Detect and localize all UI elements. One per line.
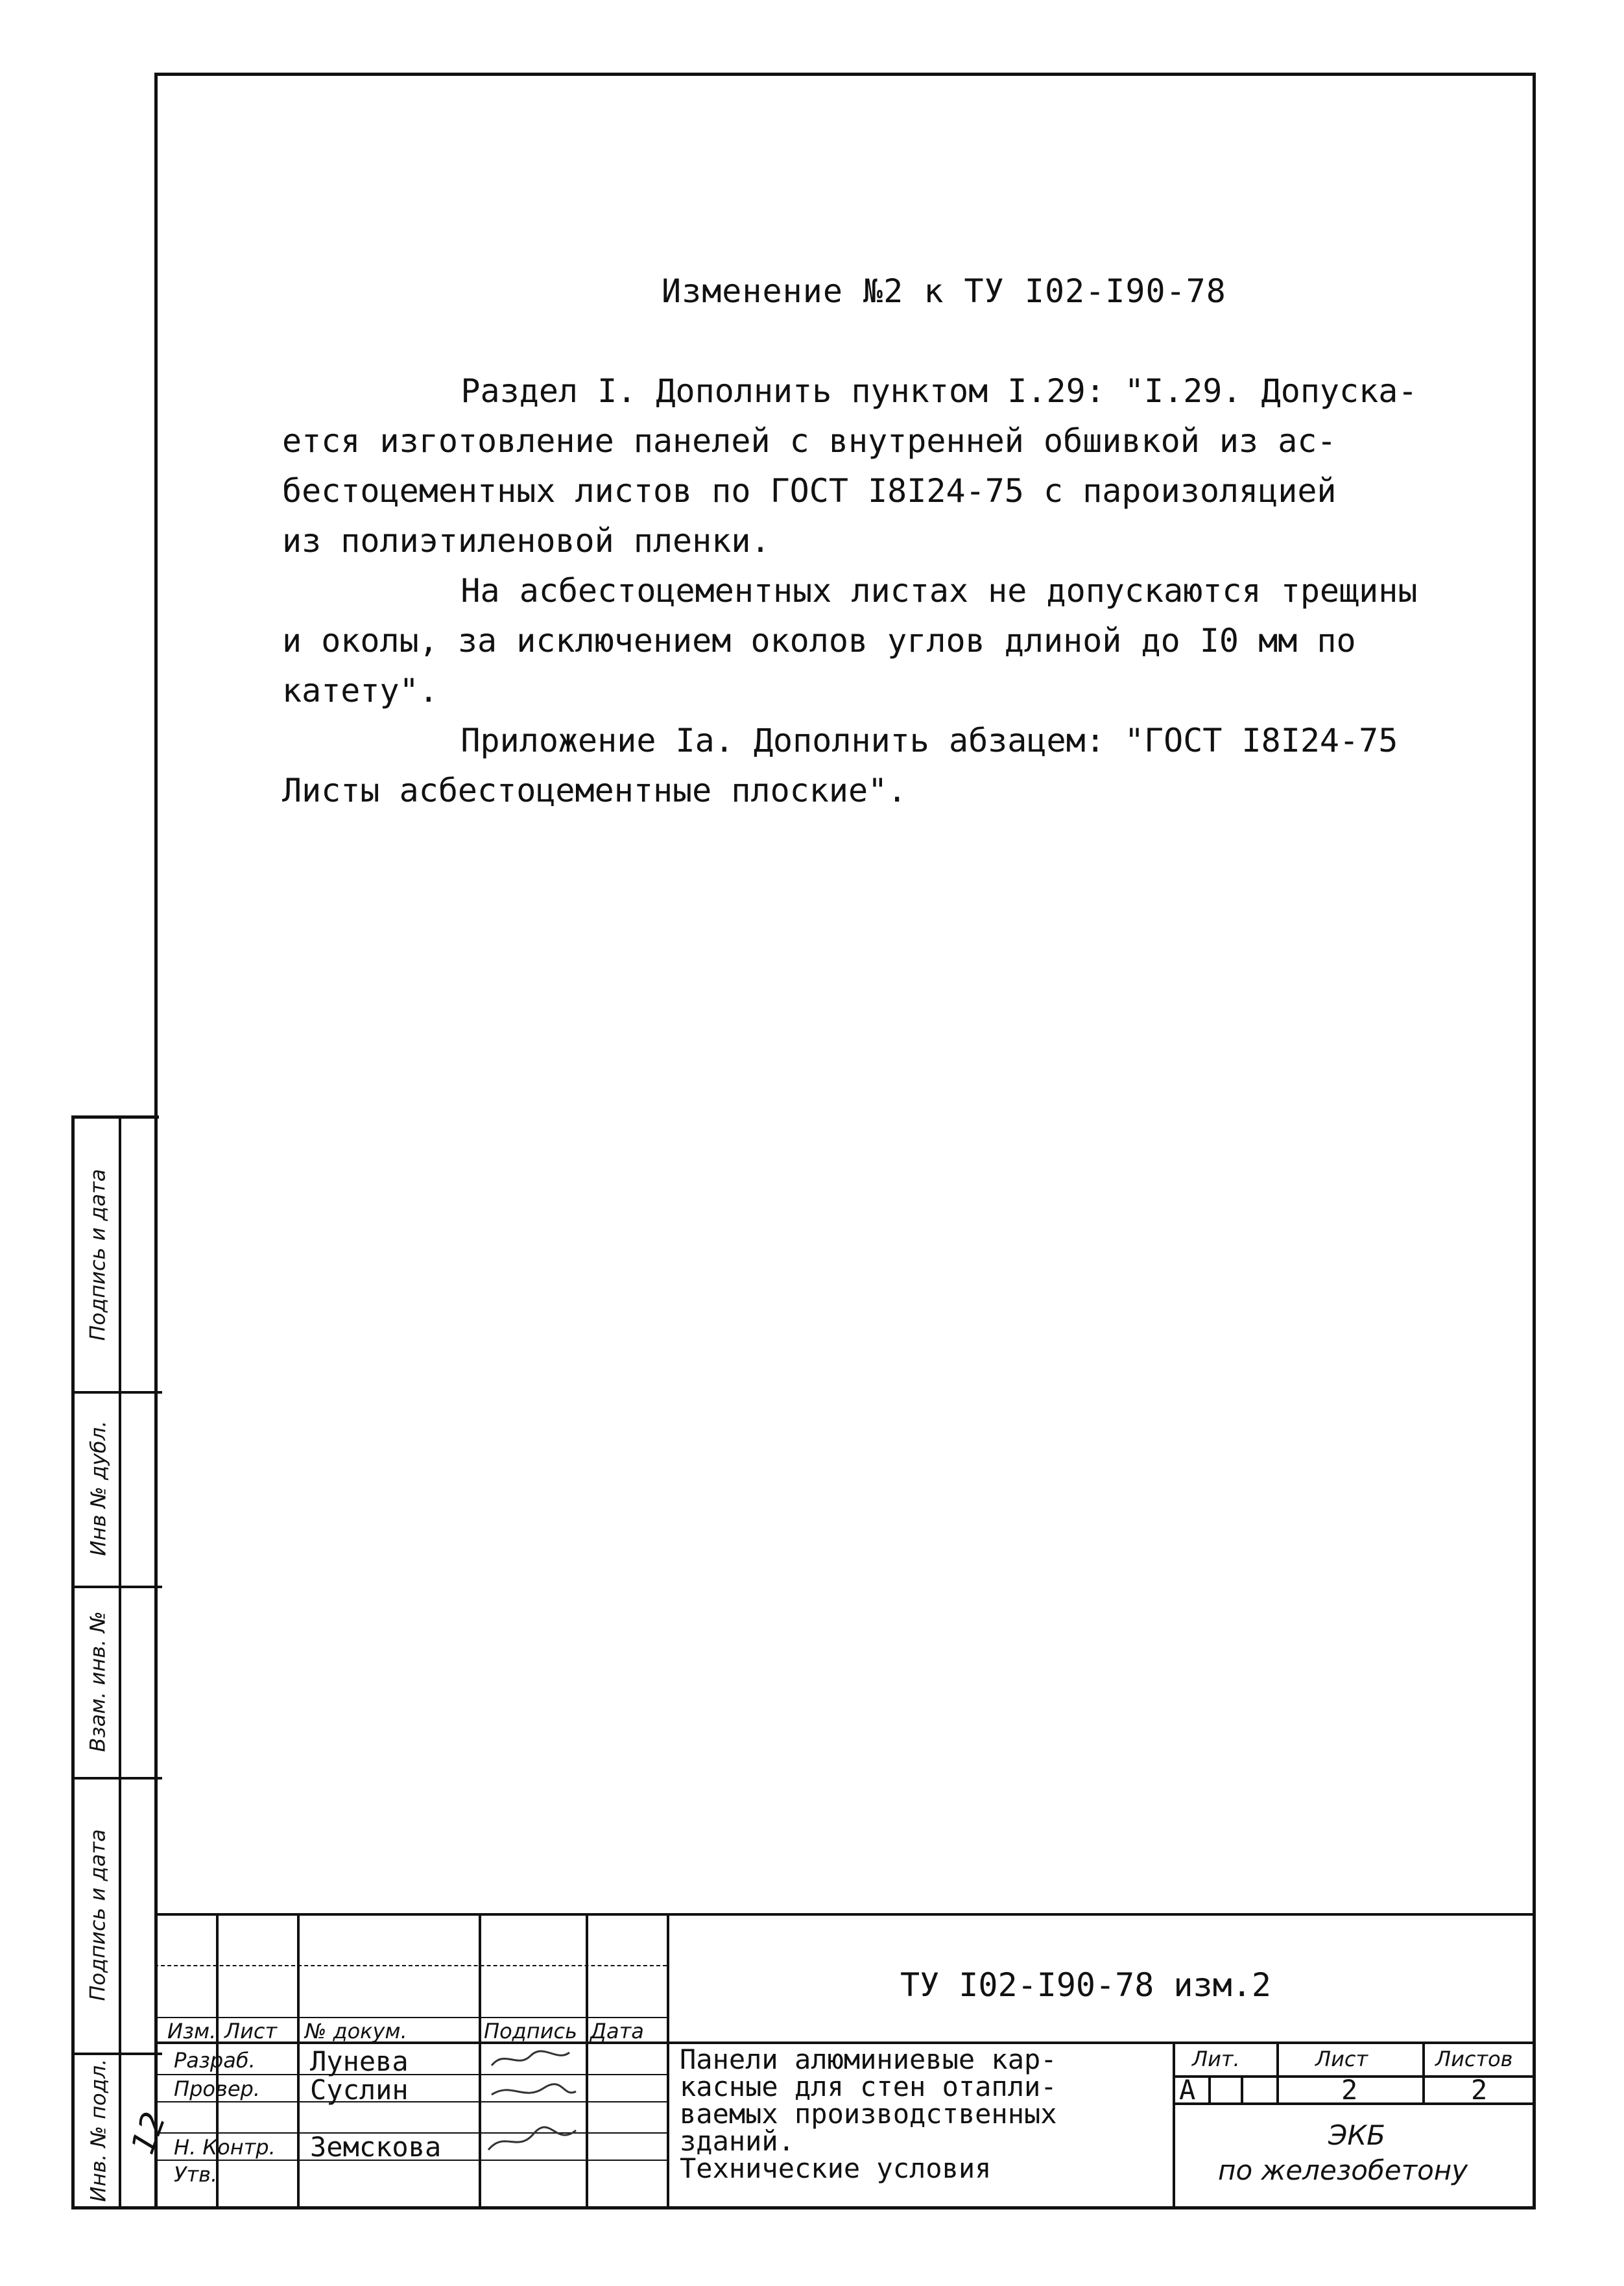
paragraph-line: и околы, за исключением околов углов длиной до I0 мм по xyxy=(282,622,1356,660)
side-strip xyxy=(71,1115,173,2209)
doc-code: ТУ I02-I90-78 изм.2 xyxy=(900,1966,1271,2004)
name-norm-control: Земскова xyxy=(310,2131,442,2163)
inventory-number: 12 xyxy=(123,2107,173,2159)
header-list: Лист xyxy=(224,2019,278,2043)
header-date: Дата xyxy=(590,2019,644,2043)
paragraph-line: Приложение Iа. Дополнить абзацем: "ГОСТ I8I24-75 xyxy=(383,722,1398,759)
name-developer: Лунева xyxy=(310,2045,409,2077)
lit-value: А xyxy=(1179,2074,1196,2106)
product-description: Панели алюминиевые кар- касные для стен отапли- ваемых производственных зданий. Технические условия xyxy=(680,2043,1057,2184)
paragraph-line: из полиэтиленовой пленки. xyxy=(282,522,770,560)
strip-label-replace-inv: Взам. инв. № xyxy=(86,1610,111,1752)
signature-scribbles xyxy=(485,2043,582,2160)
paragraph-line: Раздел I. Дополнить пунктом I.29: "I.29. Допуска- xyxy=(383,372,1418,410)
header-izm: Изм. xyxy=(167,2019,217,2043)
sheet-label: Лист xyxy=(1315,2047,1368,2071)
sheets-label: Листов xyxy=(1435,2047,1513,2071)
strip-divider xyxy=(119,1119,121,2206)
strip-label-signature-date-2: Подпись и дата xyxy=(86,1828,110,2001)
role-developer: Разраб. xyxy=(174,2048,256,2073)
paragraph-line: Листы асбестоцементные плоские". xyxy=(282,772,907,809)
header-signature: Подпись xyxy=(484,2019,577,2043)
paragraph-line: На асбестоцементных листах не допускаются трещины xyxy=(383,572,1418,610)
paragraph-line: ется изготовление панелей с внутренней обшивкой из ас- xyxy=(282,422,1337,460)
document-title: Изменение №2 к ТУ I02-I90-78 xyxy=(662,272,1226,310)
strip-label-original-inv: Инв. № подл. xyxy=(86,2058,111,2202)
org-name-line-2: по железобетону xyxy=(1218,2154,1468,2186)
role-checker: Провер. xyxy=(174,2077,260,2101)
sheets-value: 2 xyxy=(1471,2074,1488,2106)
role-approved: Утв. xyxy=(174,2162,218,2187)
role-norm-control: Н. Контр. xyxy=(174,2135,276,2160)
strip-label-dup-inv: Инв № дубл. xyxy=(86,1420,111,1556)
strip-label-signature-date: Подпись и дата xyxy=(86,1169,110,1341)
header-doc-no: № докум. xyxy=(305,2019,407,2043)
paragraph-line: катету". xyxy=(282,672,438,709)
sheet-value: 2 xyxy=(1341,2074,1358,2106)
lit-label: Лит. xyxy=(1192,2047,1240,2071)
paragraph-line: бестоцементных листов по ГОСТ I8I24-75 с пароизоляцией xyxy=(282,472,1337,510)
title-block xyxy=(154,1913,1536,2209)
org-name-line-1: ЭКБ xyxy=(1328,2119,1385,2151)
document-body xyxy=(282,366,1485,816)
name-checker: Суслин xyxy=(310,2074,409,2106)
